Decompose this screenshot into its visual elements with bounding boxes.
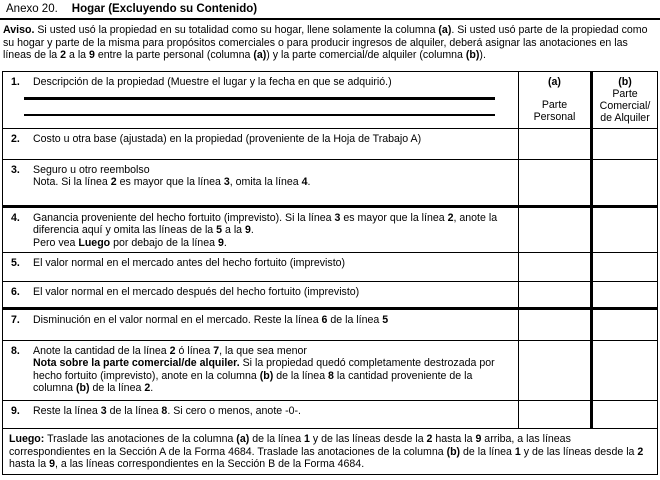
text-segment: . Si cero o menos, anote -0-. (167, 405, 301, 417)
text-segment: Si la propiedad quedó completamente destrozada por hecho fortuito (imprevisto), anote en la columna (33, 357, 495, 382)
row-4-text-line (33, 212, 508, 237)
row-6-entry-a[interactable] (518, 282, 590, 307)
bold-text-segment: (b) (465, 49, 480, 62)
row-4-text-line (33, 237, 508, 249)
row-9-number: 9. (11, 405, 20, 417)
column-b-header-lines (600, 88, 651, 124)
text-segment: de la línea (327, 314, 383, 326)
bold-text-segment: 4 (301, 176, 308, 189)
text-segment: de la línea (89, 382, 145, 395)
text-segment: Anote la cantidad de la línea (33, 345, 170, 357)
table-row (3, 281, 657, 307)
text-segment: , a las líneas correspondientes en la Sección B de la Forma 4684. (54, 458, 365, 471)
bold-text-segment: (b) (76, 382, 90, 395)
text-segment: la cantidad proveniente de la columna (33, 369, 473, 395)
row-5-number: 5. (11, 257, 20, 269)
row-8-text-line (33, 357, 508, 394)
row-4-entry-a[interactable] (518, 208, 590, 252)
text-segment: El valor normal en el mercado antes del hecho fortuito (imprevisto) (33, 257, 346, 269)
text-segment: Disminución en el valor normal en el mercado. Reste la línea (33, 314, 322, 326)
row-1-label (3, 72, 518, 128)
column-b-header-tag: (b) (618, 75, 632, 88)
table-row (3, 128, 657, 159)
row-8-number: 8. (11, 345, 20, 357)
row-7-text-line (33, 314, 508, 326)
row-1-number: 1. (11, 75, 20, 88)
column-b-header (590, 72, 657, 128)
bold-text-segment: Nota sobre la parte comercial/de alquiler. (33, 357, 240, 370)
table-row (3, 307, 657, 340)
row-3-text-line (33, 164, 508, 176)
text-segment: El valor normal en el mercado después del hecho fortuito (imprevisto) (33, 286, 360, 298)
row-5-entry-b[interactable] (590, 253, 657, 281)
bold-text-segment: 9 (475, 433, 482, 445)
text-segment: arriba, a las líneas correspondientes en la Sección A de la Forma 4684. Traslade las anotaciones de la columna (9, 433, 571, 458)
text-segment: . (307, 176, 311, 189)
row-5-entry-a[interactable] (518, 253, 590, 281)
text-segment: de la línea (273, 369, 329, 382)
bold-text-segment: 2 (426, 433, 433, 445)
bold-text-segment: 2 (637, 445, 644, 458)
row-2-entry-b[interactable] (590, 129, 657, 159)
table-row (3, 72, 657, 128)
text-segment: ) y la parte comercial/de alquiler (columna (266, 49, 466, 62)
row-6-number: 6. (11, 286, 20, 298)
text-segment: hasta la (432, 433, 476, 445)
text-segment: . (250, 224, 254, 237)
row-7-label (3, 310, 518, 340)
text-segment: a la (222, 224, 246, 237)
form-title: Hogar (Excluyendo su Contenido) (71, 3, 258, 15)
bold-text-segment: 2 (110, 176, 117, 189)
text-segment: Ganancia proveniente del hecho fortuito (imprevisto). Si la línea (33, 211, 335, 224)
bold-text-segment: 9 (217, 236, 224, 249)
row-7-entry-b[interactable] (590, 310, 657, 340)
text-segment: por debajo de la línea (110, 236, 218, 249)
row-8-entry-a[interactable] (518, 341, 590, 400)
row-7-entry-a[interactable] (518, 310, 590, 340)
row-9-text-line (33, 405, 508, 417)
text-segment: hasta la (9, 458, 50, 471)
header-line: Personal (533, 110, 576, 123)
column-a-header-lines (534, 99, 576, 123)
bold-text-segment: 7 (213, 345, 220, 357)
text-segment: Seguro u otro reembolso (33, 163, 150, 176)
row-3-label (3, 160, 518, 205)
text-segment: a la (66, 49, 90, 62)
text-segment: , anote la diferencia aquí y omita las líneas de la (33, 211, 498, 237)
text-segment: Nota. Si la línea (33, 176, 111, 189)
description-write-in-line-1[interactable] (24, 97, 495, 100)
bold-text-segment: (a) (236, 433, 250, 445)
header-divider (0, 18, 660, 20)
row-4-entry-b[interactable] (590, 208, 657, 252)
row-4-label (3, 208, 518, 252)
header-line: Parte (612, 87, 638, 100)
row-2-text-line (33, 133, 508, 145)
form-header (0, 0, 660, 15)
row-9-label (3, 401, 518, 428)
bold-text-segment: 3 (100, 405, 107, 417)
table-row (3, 252, 657, 281)
header-line: de Alquiler (600, 111, 650, 124)
row-6-text-line (33, 286, 508, 298)
bold-text-segment: 6 (321, 314, 328, 326)
table-row (3, 205, 657, 252)
text-segment: y de las líneas desde la (520, 445, 638, 458)
bold-text-segment: 5 (382, 314, 389, 326)
row-8-entry-b[interactable] (590, 341, 657, 400)
text-segment: ó línea (175, 345, 214, 357)
aviso-paragraph (3, 24, 657, 62)
form-number: Anexo 20. (6, 3, 58, 15)
bold-text-segment: 2 (60, 49, 67, 62)
bold-text-segment: 9 (49, 458, 55, 471)
bold-text-segment: 3 (223, 176, 230, 189)
text-segment: Costo u otra base (ajustada) en la propiedad (proveniente de la Hoja de Trabajo A) (33, 132, 422, 145)
bold-text-segment: 2 (447, 211, 454, 224)
text-segment: es mayor que la línea (116, 176, 224, 189)
header-line: Comercial/ (599, 99, 651, 112)
text-segment: Traslade las anotaciones de la columna (44, 433, 237, 445)
text-segment: ). (479, 49, 486, 62)
text-segment: es mayor que la línea (340, 211, 448, 224)
header-line: Parte (541, 98, 568, 111)
worksheet-table (2, 71, 658, 475)
text-segment: de la línea (249, 433, 305, 445)
row-5-label (3, 253, 518, 281)
row-7-number: 7. (11, 314, 20, 326)
text-segment: Si usted usó la propiedad en su totalidad como su hogar, llene solamente la columna (34, 24, 439, 36)
row-3-text-line (33, 176, 508, 188)
bold-text-segment: (b) (259, 369, 274, 382)
text-segment: . (150, 382, 154, 395)
bold-text-segment: 1 (514, 445, 521, 458)
bold-text-segment: (b) (446, 445, 461, 458)
text-segment: y de las líneas desde la (309, 433, 427, 445)
bold-text-segment: Aviso. (3, 24, 35, 36)
text-segment: . Si usted usó parte de la propiedad como su hogar y parte de la misma para propósitos comerciales o para producir ingresos de alquiler, deberá asignar las anotaciones en las líneas de la (3, 24, 648, 62)
row-6-label (3, 282, 518, 307)
row-2-entry-a[interactable] (518, 129, 590, 159)
row-9-entry-b[interactable] (590, 401, 657, 428)
description-write-in-line-2[interactable] (24, 114, 495, 116)
bold-text-segment: Luego (78, 236, 111, 249)
text-segment: . (223, 236, 227, 249)
row-5-text-line (33, 257, 508, 269)
row-6-entry-b[interactable] (590, 282, 657, 307)
luego-note (3, 428, 657, 474)
text-segment: de la línea (106, 405, 162, 417)
bold-text-segment: 9 (245, 224, 251, 237)
bold-text-segment: (a) (438, 24, 452, 36)
column-a-header-tag: (a) (548, 75, 561, 88)
text-segment: entre la parte personal (columna (94, 49, 254, 62)
bold-text-segment: 8 (328, 369, 334, 382)
column-a-header (518, 72, 590, 128)
row-2-number: 2. (11, 132, 20, 145)
row-2-label (3, 129, 518, 159)
bold-text-segment: (a) (253, 49, 267, 62)
table-row (3, 400, 657, 428)
text-segment: Pero vea (33, 236, 79, 249)
row-3-entry-b[interactable] (590, 160, 657, 205)
text-segment: de la línea (460, 445, 515, 458)
bold-text-segment: 3 (334, 211, 341, 224)
bold-text-segment: 1 (304, 433, 310, 445)
row-8-label (3, 341, 518, 400)
bold-text-segment: 2 (144, 382, 151, 395)
table-row (3, 159, 657, 205)
row-3-entry-a[interactable] (518, 160, 590, 205)
text-segment: Descripción de la propiedad (Muestre el lugar y la fecha en que se adquirió.) (33, 75, 392, 88)
row-3-number: 3. (11, 163, 20, 176)
bold-text-segment: 8 (161, 405, 168, 417)
row-9-entry-a[interactable] (518, 401, 590, 428)
text-segment: , la que sea menor (219, 345, 307, 357)
row-1-text-line (33, 76, 508, 88)
table-row (3, 340, 657, 400)
bold-text-segment: Luego: (9, 433, 45, 445)
row-8-text-line (33, 345, 508, 357)
bold-text-segment: 2 (169, 345, 176, 357)
bold-text-segment: 9 (89, 49, 95, 62)
text-segment: , omita la línea (229, 176, 302, 189)
bold-text-segment: 5 (216, 224, 223, 237)
text-segment: Reste la línea (33, 405, 101, 417)
row-4-number: 4. (11, 211, 20, 224)
